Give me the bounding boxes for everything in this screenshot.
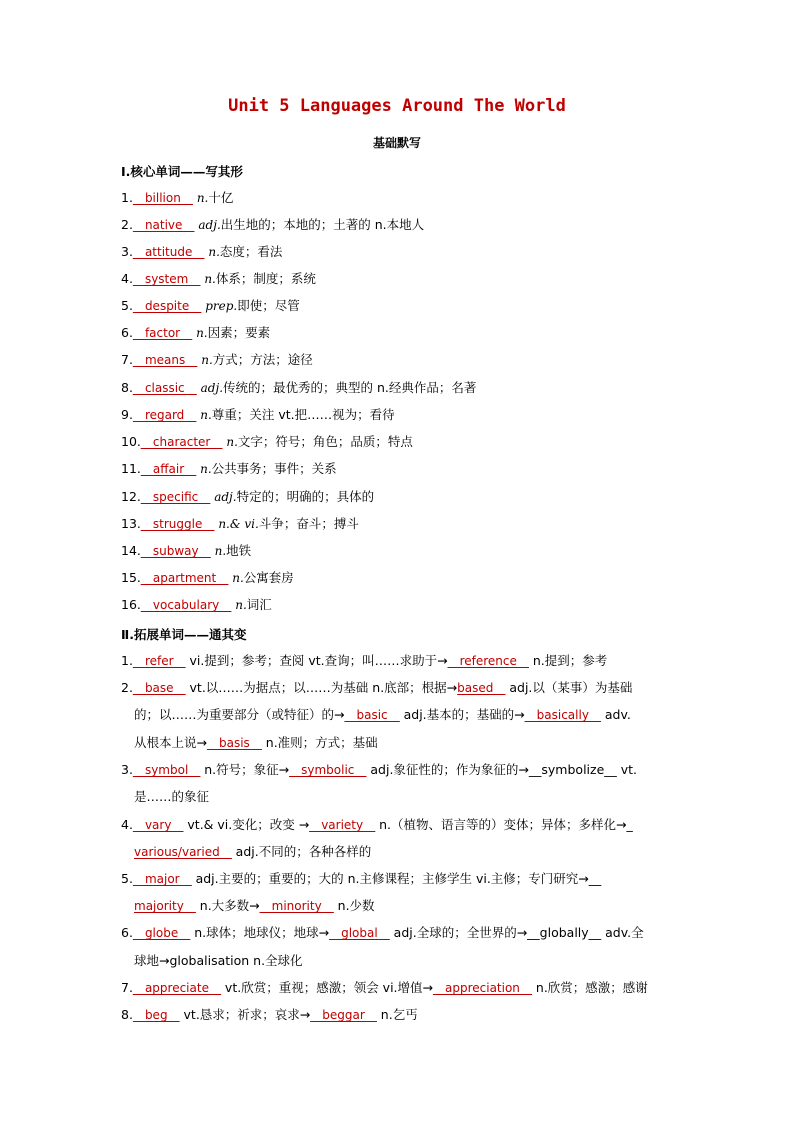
- line-text: vt.恳求；祈求；哀求→: [179, 1007, 311, 1022]
- extended-word-line: [121, 817, 681, 833]
- item-number: 11.: [121, 461, 141, 476]
- item-meaning: 体系；制度；系统: [215, 271, 316, 286]
- item-meaning: 态度；看法: [219, 244, 283, 259]
- line-suffix: n.乞丐: [376, 1007, 418, 1022]
- line-text: vt.欣赏；重视；感激；领会 vi.增值→: [220, 980, 433, 995]
- core-word-item: [121, 407, 681, 423]
- answer-blank: __despite__: [132, 299, 202, 313]
- answer-blank: __beggar__: [310, 1008, 377, 1022]
- answer-blank: __base__: [132, 681, 186, 695]
- item-number: 5.: [121, 298, 133, 313]
- line-prefix: 6.: [121, 925, 133, 940]
- extended-word-line: [121, 1007, 681, 1023]
- item-meaning: 文字；符号；角色；品质；特点: [237, 434, 413, 449]
- section-heading-core-words: Ⅰ.核心单词——写其形: [121, 164, 243, 179]
- core-word-item: [121, 352, 681, 368]
- core-word-item: [121, 271, 681, 287]
- answer-blank: __system__: [132, 272, 201, 286]
- extended-word-line: [134, 953, 694, 969]
- line-text: n.符号；象征→: [200, 762, 290, 777]
- line-prefix: 8.: [121, 1007, 133, 1022]
- item-number: 1.: [121, 190, 133, 205]
- item-meaning: 即使；尽管: [237, 298, 300, 313]
- answer-blank: various/varied__: [134, 845, 232, 859]
- answer-blank: __native__: [132, 218, 195, 232]
- core-word-item: [121, 516, 681, 532]
- answer-blank: __classic__: [132, 381, 197, 395]
- answer-blank: __subway__: [140, 544, 211, 558]
- answer-blank: __billion__: [132, 191, 193, 205]
- part-of-speech: adj.: [198, 218, 221, 232]
- extended-word-line: [121, 980, 681, 996]
- item-meaning: 特定的；明确的；具体的: [236, 489, 375, 504]
- line-text: vt.以……为据点；以……为基础 n.底部；根据→: [185, 680, 458, 695]
- line-text: adj.不同的；各种各样的: [231, 844, 372, 859]
- part-of-speech: n.: [232, 571, 244, 585]
- line-suffix: adj.以（某事）为基础: [505, 680, 633, 695]
- line-text: adj.主要的；重要的；大的 n.主修课程；主修学生 vi.主修；专门研究→__: [191, 871, 602, 886]
- item-meaning: 方式；方法；途径: [212, 352, 313, 367]
- item-number: 4.: [121, 271, 133, 286]
- line-suffix: adj.全球的；全世界的→__globally__ adv.全: [389, 925, 644, 940]
- extended-word-line: [134, 789, 694, 805]
- extended-word-line: [134, 844, 694, 860]
- part-of-speech: n.: [201, 353, 213, 367]
- section-heading-extended-words: Ⅱ.拓展单词——通其变: [121, 627, 247, 642]
- line-prefix: 2.: [121, 680, 133, 695]
- answer-blank: __means__: [132, 353, 198, 367]
- line-suffix: n.提到；参考: [528, 653, 608, 668]
- item-meaning: 出生地的；本地的；土著的 n.本地人: [220, 217, 425, 232]
- answer-blank: __specific__: [140, 490, 211, 504]
- answer-blank: based__: [457, 681, 506, 695]
- item-number: 14.: [121, 543, 141, 558]
- item-number: 13.: [121, 516, 141, 531]
- part-of-speech: n.: [214, 544, 227, 558]
- answer-blank: __affair__: [140, 462, 197, 476]
- part-of-speech: n.: [235, 598, 247, 612]
- answer-blank: __variety__: [309, 818, 376, 832]
- answer-blank: __struggle__: [140, 517, 215, 531]
- extended-word-line: [121, 871, 681, 887]
- answer-blank: __refer__: [132, 654, 186, 668]
- line-text: n.准则；方式；基础: [261, 735, 378, 750]
- line-suffix: adj.象征性的；作为象征的→__symbolize__ vt.: [366, 762, 638, 777]
- answer-blank: __apartment__: [140, 571, 229, 585]
- extended-word-line: [121, 762, 681, 778]
- line-suffix: adv.: [600, 707, 631, 722]
- part-of-speech: adj.: [214, 490, 237, 504]
- line-prefix: 5.: [121, 871, 133, 886]
- core-word-item: [121, 380, 681, 396]
- answer-blank: __appreciation__: [433, 981, 532, 995]
- extended-word-line: [121, 680, 681, 696]
- item-meaning: 传统的；最优秀的；典型的 n.经典作品；名著: [223, 380, 477, 395]
- line-prefix: 7.: [121, 980, 133, 995]
- answer-blank: __global__: [329, 926, 390, 940]
- answer-blank: __basic__: [344, 708, 400, 722]
- line-prefix: 的；以……为重要部分（或特征）的→: [134, 707, 345, 722]
- core-word-item: [121, 325, 681, 341]
- line-text: adj.基本的；基础的→: [399, 707, 525, 722]
- page-subtitle: 基础默写: [372, 136, 421, 150]
- item-number: 16.: [121, 597, 141, 612]
- line-prefix: 球地→globalisation n.全球化: [134, 953, 303, 968]
- answer-blank: __beg__: [132, 1008, 180, 1022]
- item-meaning: 斗争；奋斗；搏斗: [258, 516, 359, 531]
- core-word-item: [121, 244, 681, 260]
- answer-blank: __appreciate__: [132, 981, 221, 995]
- line-text: vi.提到；参考；查阅 vt.查询；叫……求助于→: [185, 653, 448, 668]
- line-prefix: 从根本上说→: [134, 735, 207, 750]
- item-number: 12.: [121, 489, 141, 504]
- extended-word-line: [134, 735, 694, 751]
- item-number: 10.: [121, 434, 141, 449]
- answer-blank: __regard__: [132, 408, 197, 422]
- item-number: 2.: [121, 217, 133, 232]
- line-text: n.球体；地球仪；地球→: [190, 925, 330, 940]
- answer-blank: majority__: [134, 899, 196, 913]
- answer-blank: __basically__: [524, 708, 601, 722]
- item-number: 3.: [121, 244, 133, 259]
- extended-word-line: [134, 707, 694, 723]
- extended-word-line: [134, 898, 694, 914]
- answer-blank: __basis__: [206, 736, 262, 750]
- core-word-item: [121, 543, 681, 559]
- part-of-speech: prep.: [205, 299, 238, 313]
- answer-blank: __symbol__: [132, 763, 201, 777]
- core-word-item: [121, 190, 681, 206]
- answer-blank: __vary__: [132, 818, 184, 832]
- line-suffix: n.（植物、语言等的）变体；异体；多样化→_: [375, 817, 633, 832]
- item-number: 7.: [121, 352, 133, 367]
- core-word-item: [121, 597, 681, 613]
- line-prefix: 3.: [121, 762, 133, 777]
- item-number: 6.: [121, 325, 133, 340]
- part-of-speech: n.: [208, 245, 220, 259]
- core-word-item: [121, 217, 681, 233]
- line-text: n.大多数→: [195, 898, 260, 913]
- line-prefix: 是……的象征: [134, 789, 210, 804]
- item-meaning: 公共事务；事件；关系: [211, 461, 337, 476]
- part-of-speech: adj.: [200, 381, 224, 395]
- core-word-item: [121, 434, 681, 450]
- page-title: Unit 5 Languages Around The World: [228, 96, 566, 116]
- part-of-speech: n.: [200, 408, 212, 422]
- part-of-speech: n.: [196, 326, 208, 340]
- part-of-speech: n.: [200, 462, 212, 476]
- item-number: 15.: [121, 570, 141, 585]
- item-meaning: 词汇: [246, 597, 272, 612]
- core-word-item: [121, 570, 681, 586]
- item-meaning: 尊重；关注 vt.把……视为；看待: [211, 407, 395, 422]
- line-prefix: 4.: [121, 817, 133, 832]
- part-of-speech: n.: [196, 191, 209, 205]
- item-number: 9.: [121, 407, 133, 422]
- item-meaning: 地铁: [226, 543, 252, 558]
- answer-blank: __vocabulary__: [140, 598, 232, 612]
- item-number: 8.: [121, 380, 133, 395]
- line-prefix: 1.: [121, 653, 133, 668]
- answer-blank: __major__: [132, 872, 192, 886]
- extended-word-line: [121, 925, 681, 941]
- answer-blank: __reference__: [447, 654, 529, 668]
- extended-word-line: [121, 653, 681, 669]
- answer-blank: __globe__: [132, 926, 191, 940]
- part-of-speech: n.: [226, 435, 238, 449]
- part-of-speech: n.& vi.: [218, 517, 259, 531]
- line-text: vt.& vi.变化；改变 →: [183, 817, 310, 832]
- answer-blank: __character__: [140, 435, 223, 449]
- core-word-item: [121, 298, 681, 314]
- item-meaning: 公寓套房: [243, 570, 294, 585]
- line-suffix: n.欣赏；感激；感谢: [531, 980, 648, 995]
- core-word-item: [121, 489, 681, 505]
- part-of-speech: n.: [204, 272, 216, 286]
- item-meaning: 因素；要素: [207, 325, 271, 340]
- answer-blank: __symbolic__: [289, 763, 367, 777]
- answer-blank: __factor__: [132, 326, 193, 340]
- answer-blank: __attitude__: [132, 245, 205, 259]
- line-suffix: n.少数: [333, 898, 375, 913]
- answer-blank: __minority__: [259, 899, 334, 913]
- core-word-item: [121, 461, 681, 477]
- item-meaning: 十亿: [208, 190, 234, 205]
